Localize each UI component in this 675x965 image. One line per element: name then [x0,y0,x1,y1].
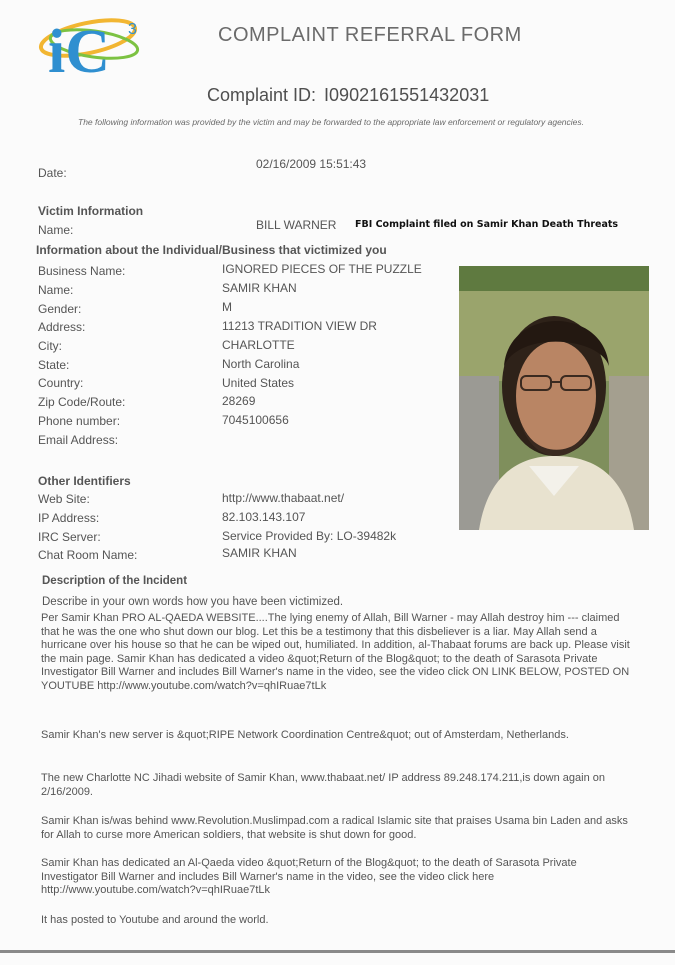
suspect-name-label: Name: [38,283,74,297]
country-value: United States [222,376,295,390]
business-name-value: IGNORED PIECES OF THE PUZZLE [222,262,422,276]
disclaimer: The following information was provided by the victim and may be forwarded to the appropriate law enforcement or regulatory agencies. [78,117,585,127]
ip-address-value: 82.103.143.107 [222,510,306,524]
address-value: 11213 TRADITION VIEW DR [222,319,377,333]
description-paragraph-1: Per Samir Khan PRO AL-QAEDA WEBSITE....The lying enemy of Allah, Bill Warner - may Allah destroy him --- claimed that he was the one who shut down our blog. Let this be a testimony that this disbeliever is a liar. May Allah send a hurricane over his house so that he can be wiped out, humiliated. In addition, al-Thabaat forums are back up. Please visit the main page. Samir Khan has dedicated a video &quot;Return of the Blog&quot; to the death of Sarasota Private Investigator Bill Warner and includes Bill Warner's name in the video, see the video click ON LINK BELOW, POSTED ON YOUTUBE http://www.youtube.com/watch?v=qhIRuae7tLk [41,612,630,692]
address-label: Address: [38,320,86,334]
description-paragraph-6: It has posted to Youtube and around the world. [41,914,269,926]
victim-name-label: Name: [38,223,74,237]
complaint-id [207,85,489,106]
description-paragraph-3: The new Charlotte NC Jihadi website of Samir Khan, www.thabaat.net/ IP address 89.248.174.211,is down again on 2/16/2009. [41,772,605,798]
country-label: Country: [38,376,84,390]
fbi-complaint-note: FBI Complaint filed on Samir Khan Death Threats [355,219,619,230]
victim-name-value: BILL WARNER [256,218,337,232]
suspect-photo [459,266,649,530]
ic3-logo [36,8,151,80]
logo-text: iC [48,18,110,80]
complaint-id-value: I0902161551432031 [324,85,490,105]
suspect-name-value: SAMIR KHAN [222,281,297,295]
ip-address-label: IP Address: [38,511,100,525]
website-label: Web Site: [38,492,90,506]
city-value: CHARLOTTE [222,338,295,352]
form-title: COMPLAINT REFERRAL FORM [218,24,522,46]
complaint-id-label: Complaint ID: [207,85,317,105]
state-label: State: [38,358,70,372]
description-prompt: Describe in your own words how you have been victimized. [42,596,344,608]
logo-superscript: 3 [128,21,137,38]
zip-value: 28269 [222,394,256,408]
description-paragraph-4: Samir Khan is/was behind www.Revolution.Muslimpad.com a radical Islamic site that praises Usama bin Laden and asks for Allah to curse more American soldiers, that website is shut down for good. [41,815,628,841]
date-label: Date: [38,166,67,180]
chat-room-label: Chat Room Name: [38,548,138,562]
description-paragraph-2: Samir Khan's new server is &quot;RIPE Network Coordination Centre&quot; out of Amsterdam, Netherlands. [41,729,569,741]
irc-server-value: Service Provided By: LO-39482k [222,529,397,543]
gender-label: Gender: [38,302,82,316]
phone-value: 7045100656 [222,413,289,427]
page-edge-divider [0,950,675,953]
chat-room-value: SAMIR KHAN [222,546,297,560]
city-label: City: [38,339,62,353]
date-value: 02/16/2009 15:51:43 [256,157,367,171]
description-paragraph-5: Samir Khan has dedicated an Al-Qaeda video &quot;Return of the Blog&quot; to the death of Sarasota Private Investigator Bill Warner and includes Bill Warner's name in the video, see the video click here http://www.youtube.com/watch?v=qhIRuae7tLk [41,857,577,896]
irc-server-label: IRC Server: [38,530,101,544]
business-name-label: Business Name: [38,264,126,278]
email-label: Email Address: [38,433,119,447]
gender-value: M [222,300,232,314]
phone-label: Phone number: [38,414,121,428]
zip-label: Zip Code/Route: [38,395,126,409]
other-identifiers-title: Other Identifiers [38,474,131,488]
state-value: North Carolina [222,357,300,371]
victim-section-title: Victim Information [38,204,144,218]
business-section-title: Information about the Individual/Business that victimized you [36,243,387,257]
website-value: http://www.thabaat.net/ [222,491,345,505]
description-title: Description of the Incident [42,575,188,587]
